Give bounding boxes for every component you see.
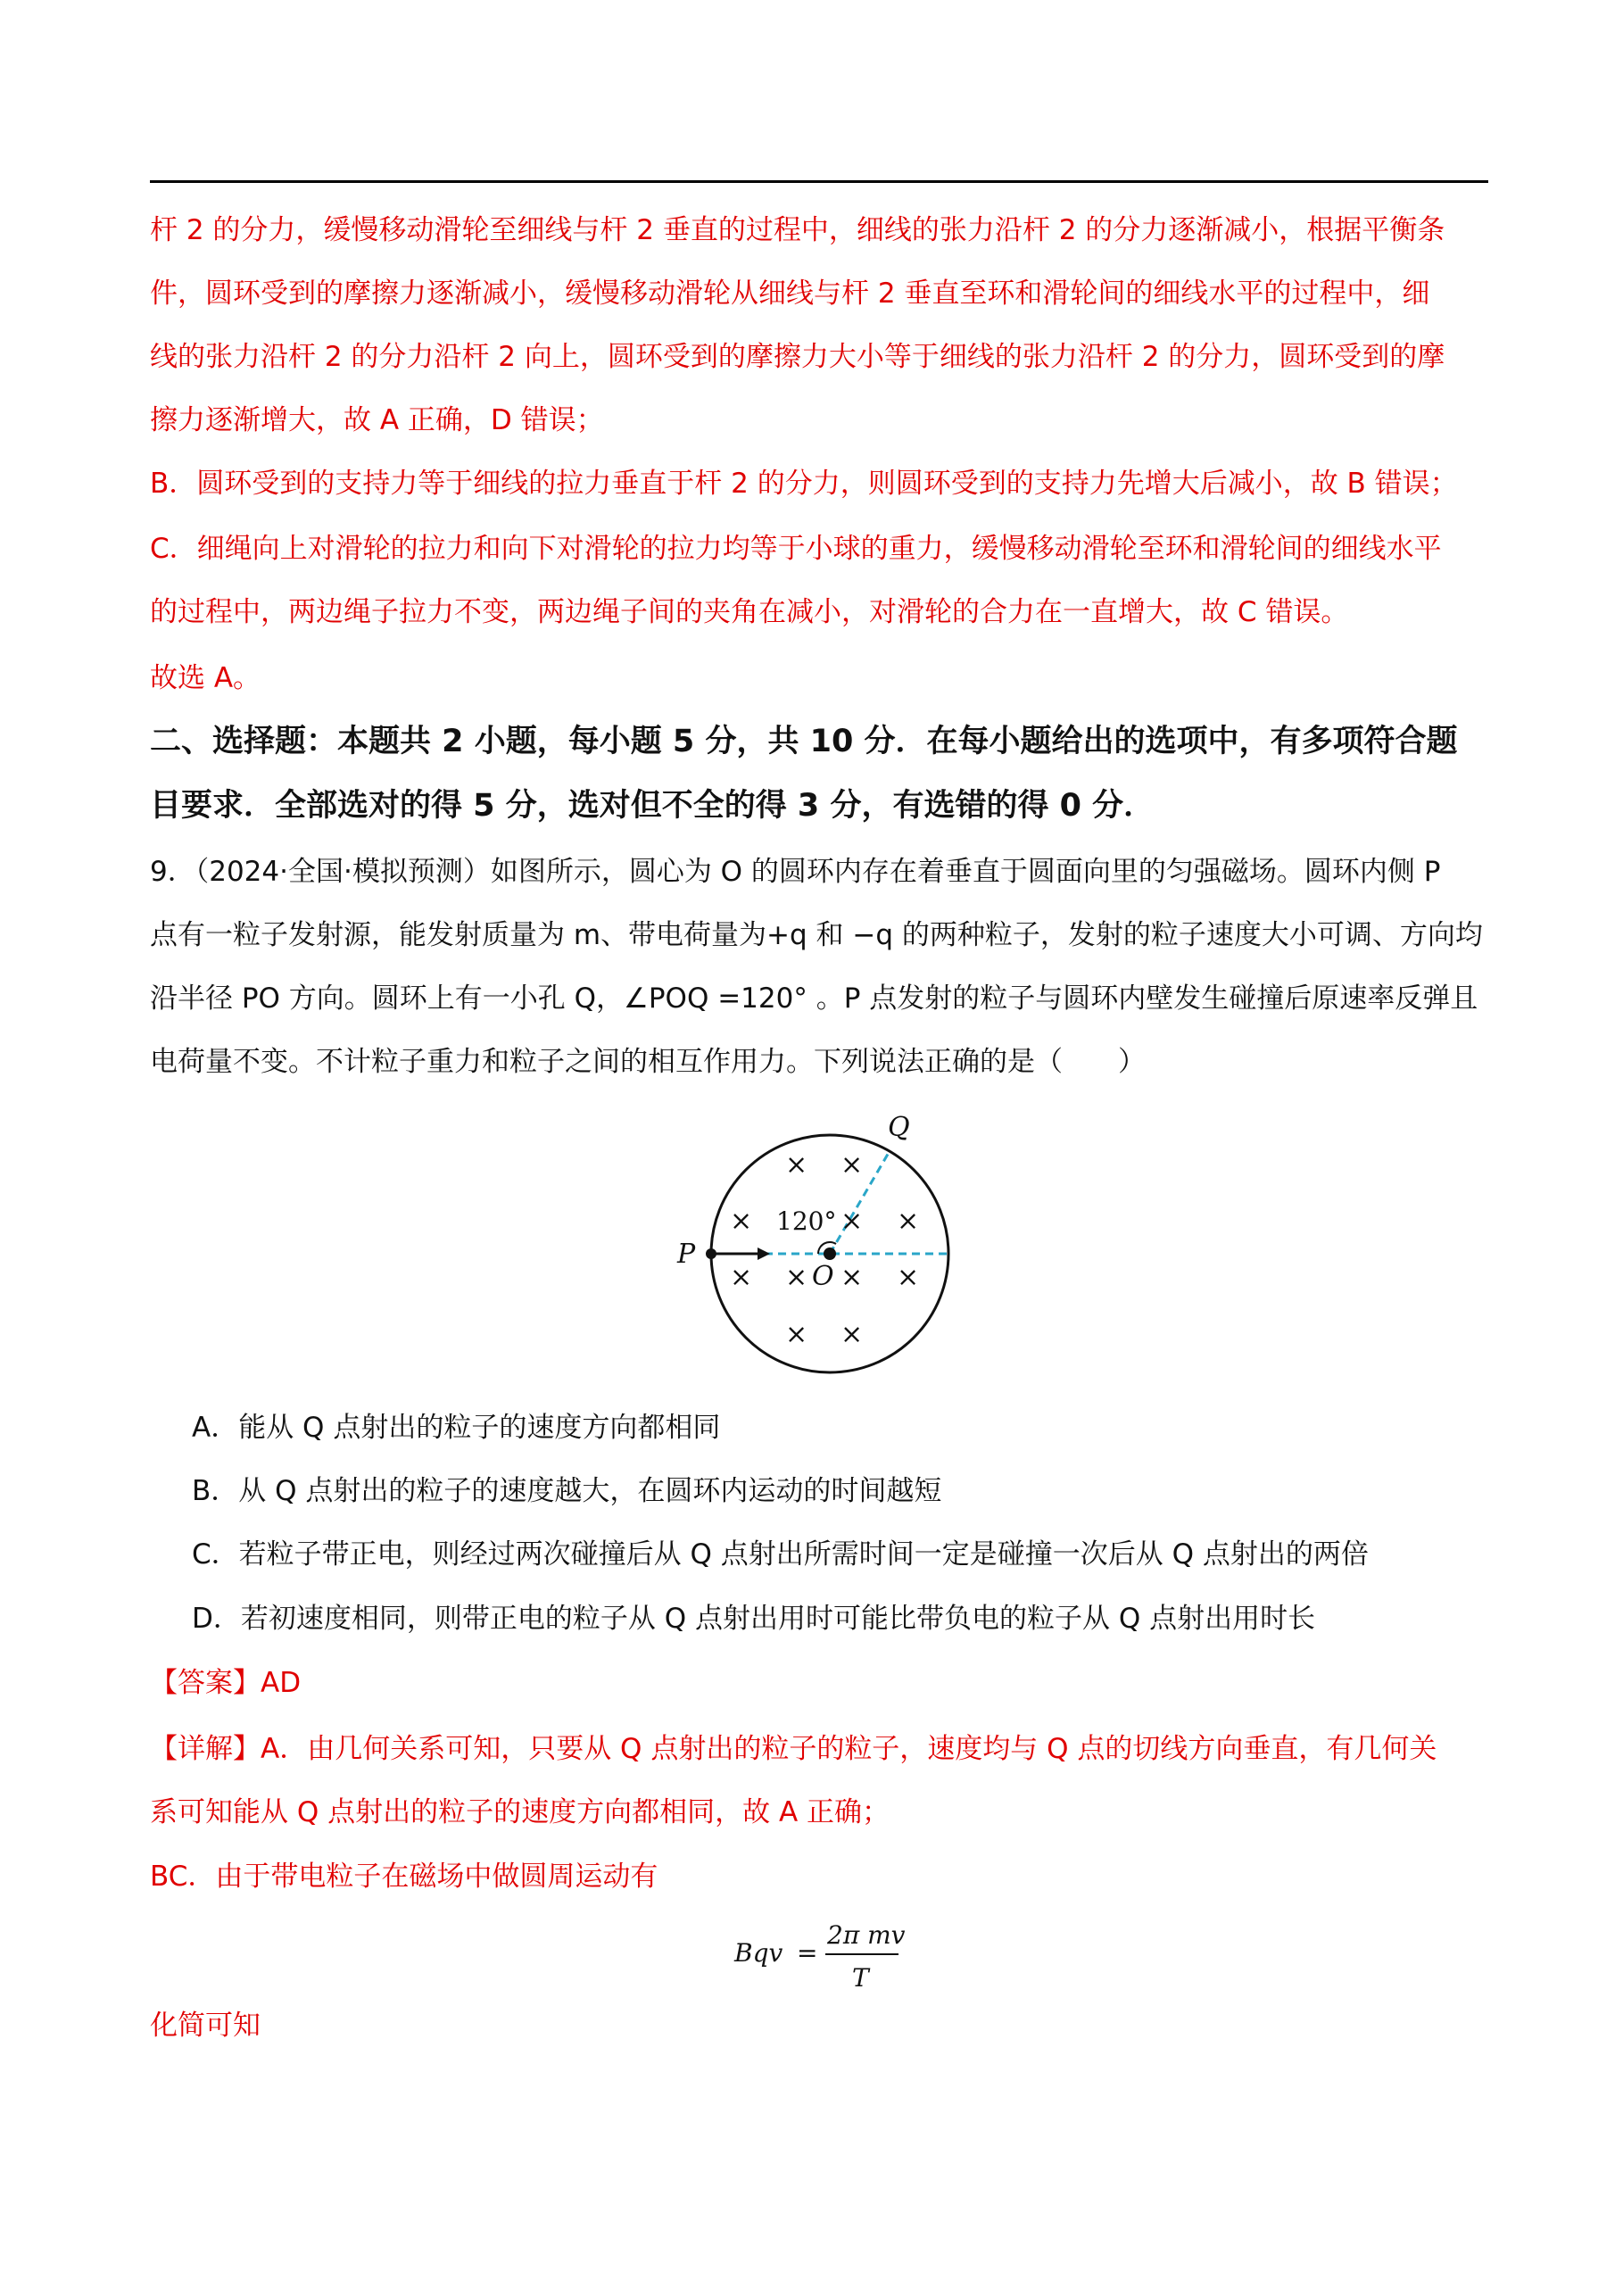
question-line-4: 电荷量不变。不计粒子重力和粒子之间的相互作用力。下列说法正确的是（ ）: [150, 1046, 1146, 1078]
question-line-1: 9．（2024·全国·模拟预测）如图所示，圆心为 O 的圆环内存在着垂直于圆面向里的匀强磁场。圆环内侧 P: [150, 856, 1441, 888]
solution-line-2: 件，圆环受到的摩擦力逐渐减小，缓慢移动滑轮从细线与杆 2 垂直至环和滑轮间的细线水平的过程中，细: [150, 278, 1430, 310]
point-o-dot: [824, 1247, 836, 1260]
explanation-line-2: 系可知能从 Q 点射出的粒子的速度方向都相同，故 A 正确；: [150, 1796, 890, 1828]
option-a: A．能从 Q 点射出的粒子的速度方向都相同: [192, 1412, 721, 1444]
formula-lhs: Bqv: [734, 1938, 783, 1968]
formula-denominator: T: [852, 1963, 869, 1993]
field-cross: ×: [840, 1319, 864, 1350]
field-cross: ×: [897, 1262, 920, 1293]
section-heading-line-1: 二、选择题：本题共 2 小题，每小题 5 分，共 10 分．在每小题给出的选项中，有多项符合题: [150, 724, 1458, 759]
magnetic-field-ring-figure: [665, 1102, 968, 1388]
velocity-arrowhead: [758, 1247, 770, 1260]
explanation-line-1: 【详解】A．由几何关系可知，只要从 Q 点射出的粒子的粒子，速度均与 Q 点的切线方向垂直，有几何关: [150, 1733, 1437, 1765]
explanation-bc: BC．由于带电粒子在磁场中做圆周运动有: [150, 1861, 658, 1893]
answer-line: 【答案】AD: [150, 1667, 302, 1699]
label-p: P: [677, 1239, 696, 1270]
field-cross: ×: [730, 1206, 753, 1237]
formula-bqv: [727, 1910, 923, 1999]
section-heading-line-2: 目要求．全部选对的得 5 分，选对但不全的得 3 分，有选错的得 0 分．: [150, 788, 1155, 824]
header-rule: [150, 180, 1488, 183]
solution-option-b: B．圆环受到的支持力等于细线的拉力垂直于杆 2 的分力，则圆环受到的支持力先增大后减小，故 B 错误；: [150, 468, 1458, 500]
solution-line-4: 擦力逐渐增大，故 A 正确，D 错误；: [150, 404, 604, 436]
field-cross: ×: [785, 1262, 808, 1293]
option-c: C．若粒子带正电，则经过两次碰撞后从 Q 点射出所需时间一定是碰撞一次后从 Q 点射出的两倍: [192, 1538, 1369, 1571]
question-line-3: 沿半径 PO 方向。圆环上有一小孔 Q，∠POQ =120° 。P 点发射的粒子与圆环内壁发生碰撞后原速率反弹且: [150, 982, 1478, 1015]
point-p-dot: [706, 1248, 716, 1259]
solution-option-c-line-2: 的过程中，两边绳子拉力不变，两边绳子间的夹角在减小，对滑轮的合力在一直增大，故 C 错误。: [150, 596, 1349, 628]
formula-numerator: 2π mv: [827, 1920, 906, 1950]
solution-line-3: 线的张力沿杆 2 的分力沿杆 2 向上，圆环受到的摩擦力大小等于细线的张力沿杆 2 的分力，圆环受到的摩: [150, 341, 1445, 373]
label-q: Q: [888, 1112, 910, 1143]
formula-equals: =: [797, 1938, 818, 1968]
field-cross: ×: [785, 1319, 808, 1350]
field-cross: ×: [730, 1262, 753, 1293]
field-cross: ×: [785, 1149, 808, 1181]
label-o: O: [812, 1261, 834, 1292]
solution-line-1: 杆 2 的分力，缓慢移动滑轮至细线与杆 2 垂直的过程中，细线的张力沿杆 2 的分力逐渐减小，根据平衡条: [150, 214, 1445, 246]
option-b: B．从 Q 点射出的粒子的速度越大，在圆环内运动的时间越短: [192, 1475, 942, 1507]
solution-choice: 故选 A。: [150, 662, 261, 694]
option-d: D．若初速度相同，则带正电的粒子从 Q 点射出用时可能比带负电的粒子从 Q 点射出用时长: [192, 1603, 1316, 1635]
angle-label: 120°: [776, 1206, 837, 1236]
explanation-simplify: 化简可知: [150, 2010, 261, 2042]
field-cross: ×: [840, 1262, 864, 1293]
field-cross: ×: [897, 1206, 920, 1237]
solution-option-c-line-1: C．细绳向上对滑轮的拉力和向下对滑轮的拉力均等于小球的重力，缓慢移动滑轮至环和滑轮间的细线水平: [150, 533, 1442, 565]
question-line-2: 点有一粒子发射源，能发射质量为 m、带电荷量为+q 和 −q 的两种粒子，发射的粒子速度大小可调、方向均: [150, 919, 1483, 951]
field-cross: ×: [840, 1149, 864, 1181]
field-cross: ×: [840, 1206, 864, 1237]
